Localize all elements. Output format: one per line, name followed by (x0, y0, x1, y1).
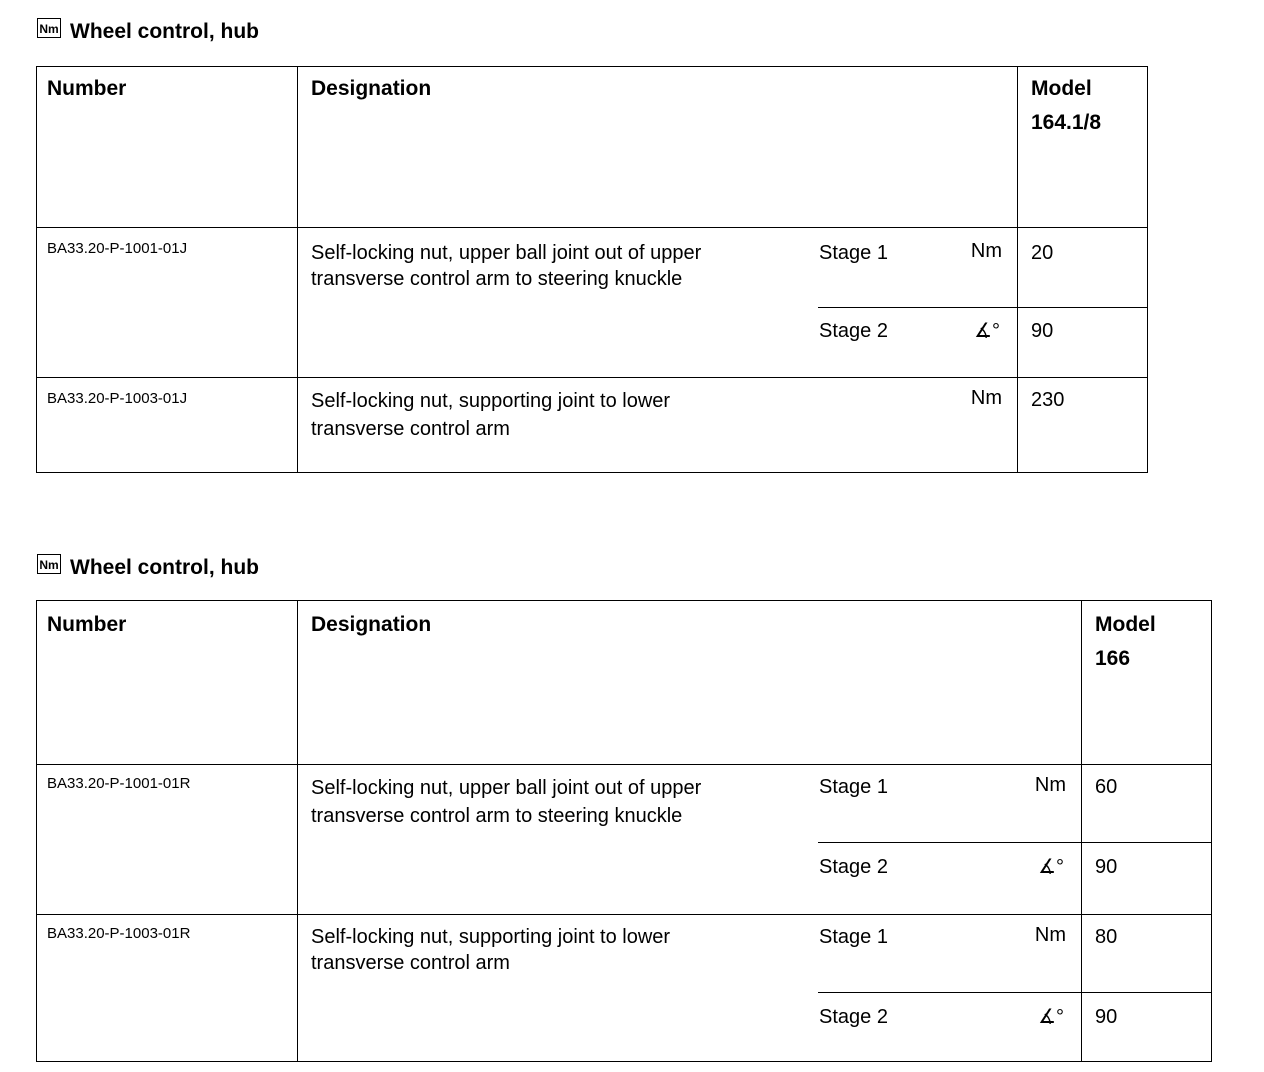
header-designation: Designation (311, 613, 432, 636)
torque-value: 60 (1095, 776, 1118, 798)
row-number: BA33.20-P-1003-01J (47, 390, 188, 407)
stage-label: Stage 2 (819, 856, 888, 878)
torque-nm-icon: Nm (37, 554, 61, 574)
header-number: Number (47, 613, 127, 636)
section-title-text: Wheel control, hub (70, 556, 259, 579)
angle-degree-icon: ∡° (974, 320, 1000, 342)
header-number: Number (47, 77, 127, 100)
stage-label: Stage 1 (819, 926, 888, 948)
unit-nm: Nm (970, 240, 1002, 262)
row-number: BA33.20-P-1003-01R (47, 925, 191, 942)
row-number: BA33.20-P-1001-01J (47, 240, 188, 257)
row-designation: Self-locking nut, supporting joint to lower transverse control arm (311, 390, 671, 440)
torque-nm-icon: Nm (37, 18, 61, 38)
angle-degree-icon: ∡° (1038, 856, 1064, 878)
unit-nm: Nm (1034, 924, 1066, 946)
section-title (37, 20, 259, 44)
stage-label: Stage 1 (819, 242, 888, 264)
row-designation: Self-locking nut, supporting joint to lower transverse control arm (311, 926, 671, 974)
angle-degree-icon: ∡° (1038, 1006, 1064, 1028)
torque-value: 90 (1031, 320, 1054, 342)
section-title-text: Wheel control, hub (70, 20, 259, 43)
header-model-label: Model (1095, 613, 1156, 636)
stage-label: Stage 1 (819, 776, 888, 798)
torque-value: 20 (1031, 242, 1054, 264)
section-title (37, 556, 259, 580)
torque-value: 80 (1095, 926, 1118, 948)
torque-table (36, 66, 1148, 473)
stage-label: Stage 2 (819, 320, 888, 342)
header-model-label: Model (1031, 77, 1092, 100)
row-designation: Self-locking nut, upper ball joint out of upper transverse control arm to steering knuckle (311, 242, 702, 290)
stage-label: Stage 2 (819, 1006, 888, 1028)
header-model-value: 166 (1095, 647, 1131, 670)
unit-nm: Nm (970, 387, 1002, 409)
header-designation: Designation (311, 77, 432, 100)
header-model-value: 164.1/8 (1031, 111, 1102, 134)
row-designation: Self-locking nut, upper ball joint out of upper transverse control arm to steering knuckle (311, 777, 702, 827)
row-number: BA33.20-P-1001-01R (47, 775, 191, 792)
torque-value: 90 (1095, 856, 1118, 878)
unit-nm: Nm (1034, 774, 1066, 796)
torque-table (36, 600, 1212, 1062)
torque-value: 90 (1095, 1006, 1118, 1028)
torque-value: 230 (1031, 389, 1065, 411)
